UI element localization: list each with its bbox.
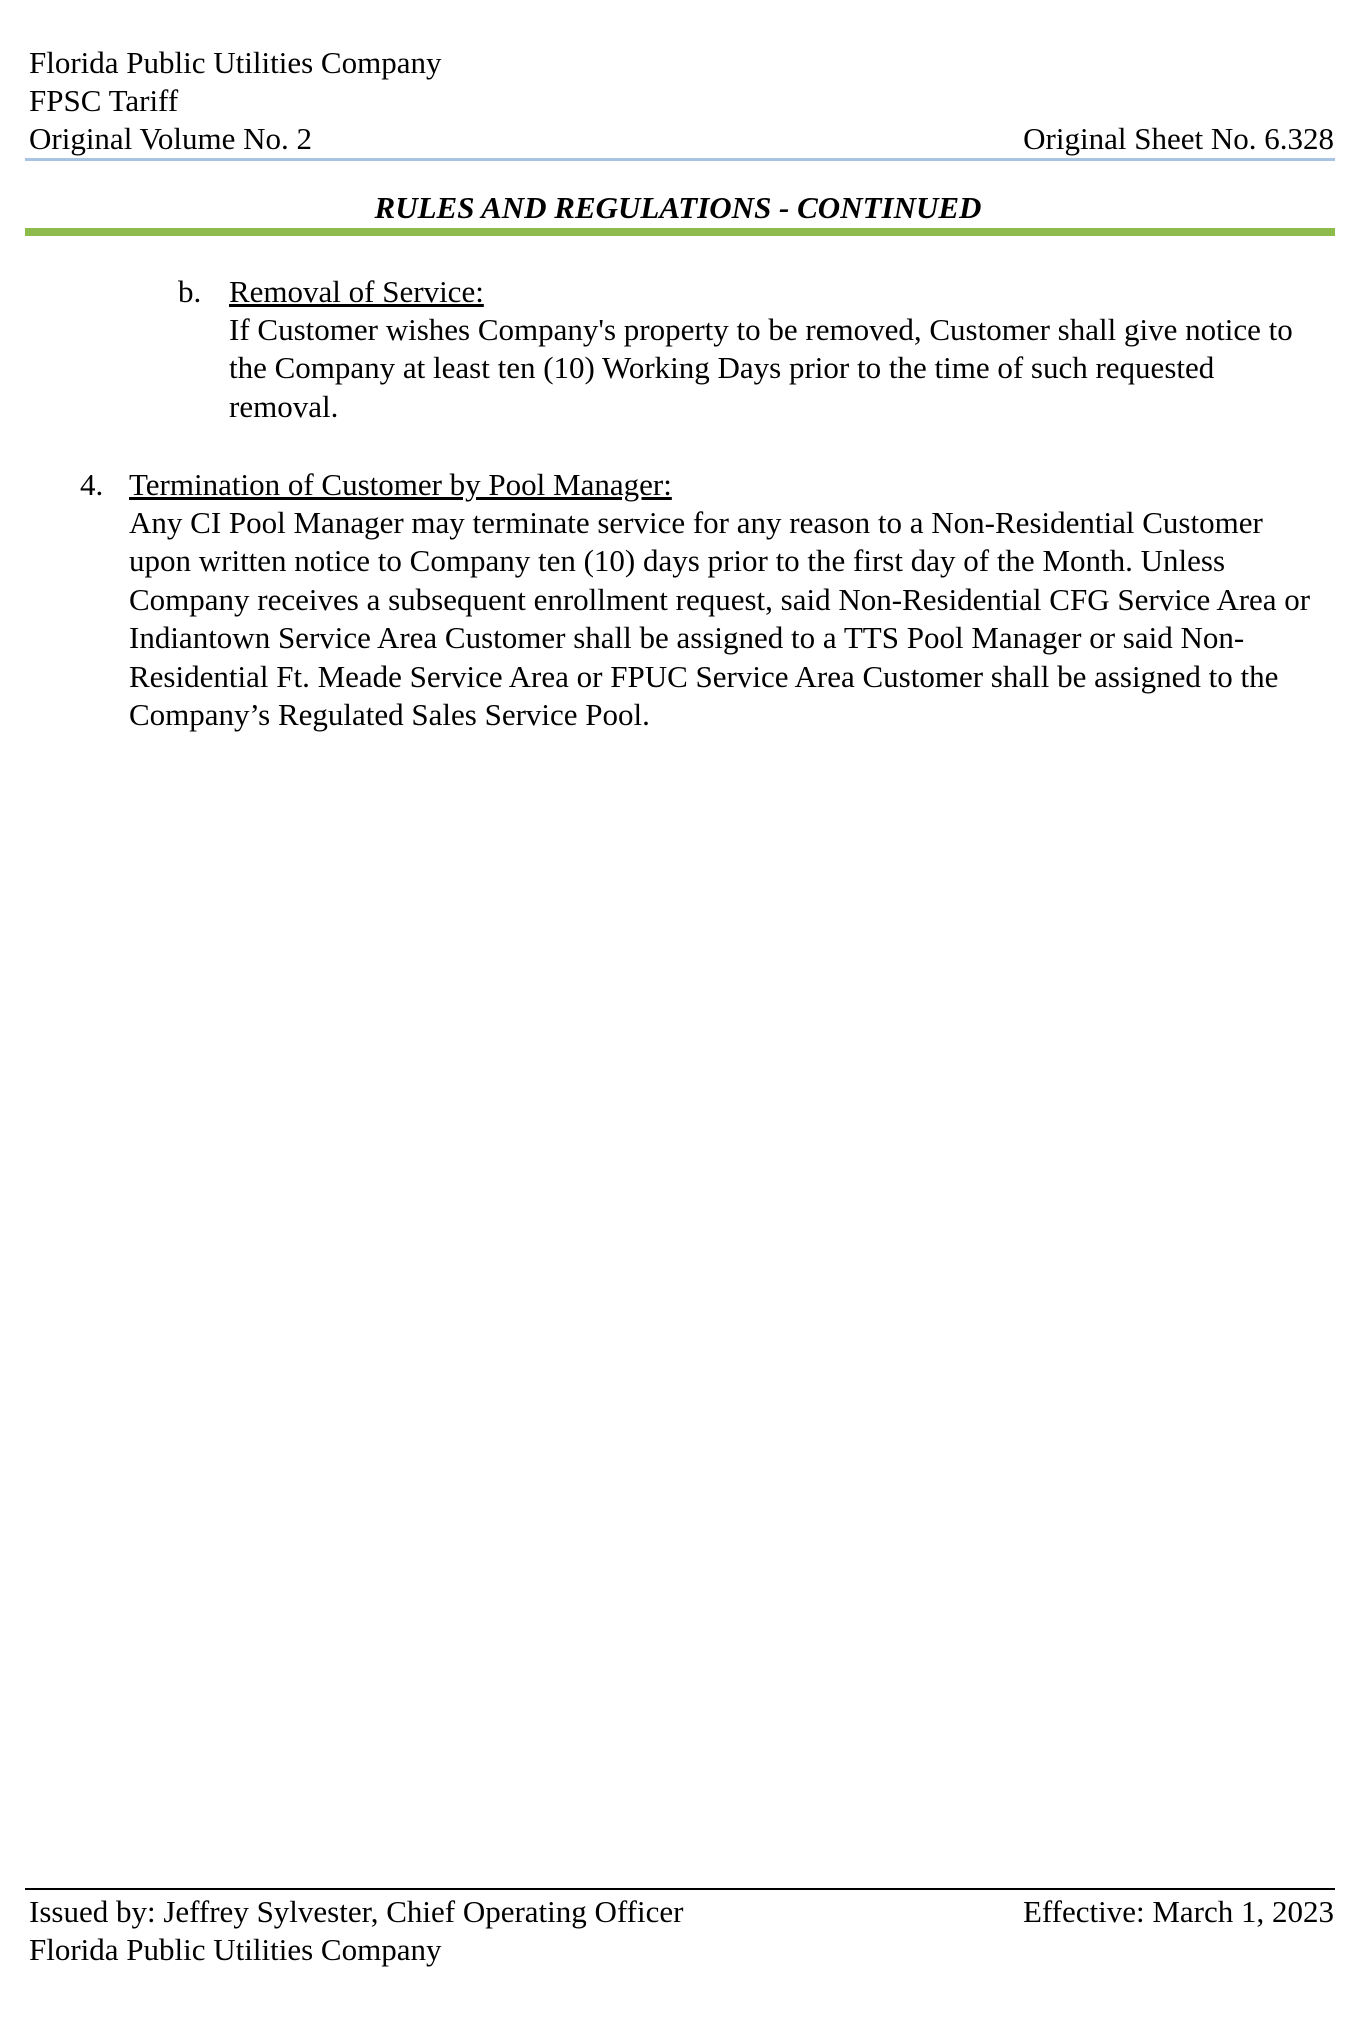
item-b-heading: Removal of Service: [229,274,484,309]
header-tariff: FPSC Tariff [29,83,179,118]
item-4-body: Any CI Pool Manager may terminate service for any reason to a Non-Residential Customer upon written notice to Company ten (10) days prior to the first day of the Month. Unless Company receives a subsequent enrollment request, said Non-Residential CFG Service Area or Indiantown Service Area Customer shall be assigned to a TTS Pool Manager or said Non-Residential Ft. Meade Service Area or FPUC Service Area Customer shall be assigned to the Company’s Regulated Sales Service Pool. [129,505,1311,733]
footer-issued-by: Issued by: Jeffrey Sylvester, Chief Operating Officer [29,1894,684,1929]
header-sheet-number: Original Sheet No. 6.328 [1023,121,1334,156]
header-divider [25,158,1335,161]
item-b-marker: b. [178,274,202,309]
item-4-marker: 4. [80,467,104,502]
footer-effective-date: Effective: March 1, 2023 [1022,1894,1334,1929]
header-company: Florida Public Utilities Company [29,45,442,80]
section-divider [25,228,1335,236]
header-volume: Original Volume No. 2 [29,121,313,156]
item-b-body: If Customer wishes Company's property to be removed, Customer shall give notice to the Company at least ten (10) Working Days prior to the time of such requested removal. [229,312,1293,424]
section-title: RULES AND REGULATIONS - CONTINUED [374,190,982,225]
footer-divider [25,1888,1335,1890]
item-4-heading: Termination of Customer by Pool Manager: [129,467,672,502]
footer-company: Florida Public Utilities Company [29,1932,442,1967]
